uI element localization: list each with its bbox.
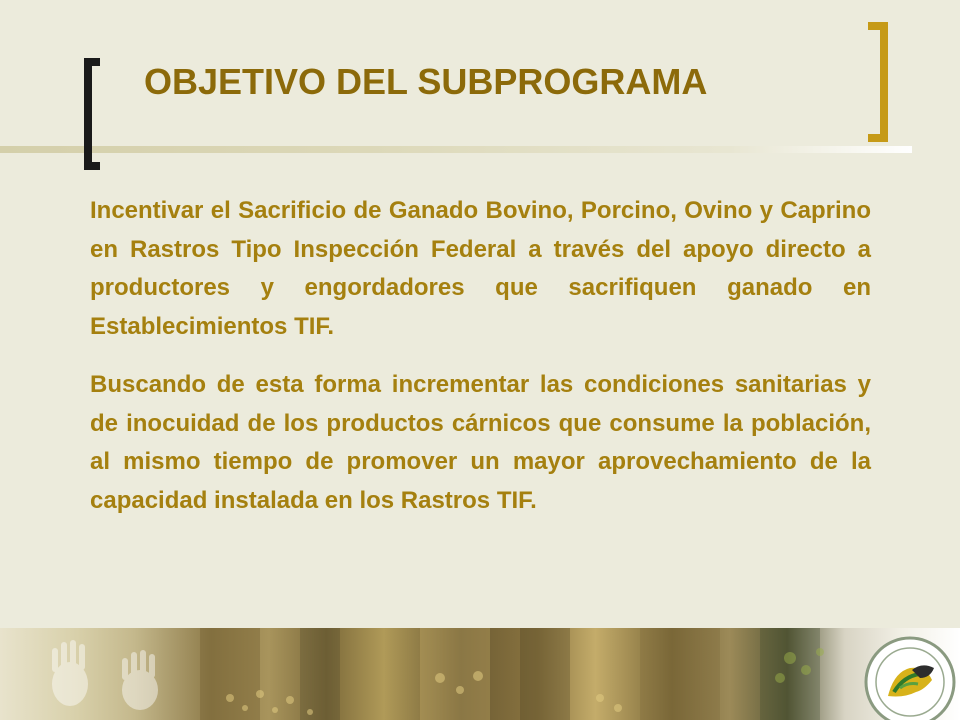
- paragraph-purpose: Buscando de esta forma incrementar las condiciones sanitarias y de inocuidad de los productos cárnicos que consume la población, al mismo tiempo de promover un mayor aprovechamiento de la capacidad instalada en los Rastros TIF.: [90, 371, 871, 514]
- right-bracket-ornament: [868, 22, 888, 142]
- slide-body: [90, 192, 871, 540]
- paragraph-objective: Incentivar el Sacrificio de Ganado Bovino, Porcino, Ovino y Caprino en Rastros Tipo Inspección Federal a través del apoyo directo a productores y engordadores que sacrifiquen ganado en Establecimientos TIF.: [90, 197, 871, 340]
- left-bracket-ornament: [84, 58, 100, 170]
- handprints-icon: [30, 634, 200, 718]
- header-divider: [0, 146, 912, 153]
- senasica-seal-icon: [860, 632, 956, 720]
- footer-photo-band: [0, 628, 960, 720]
- slide-title: OBJETIVO DEL SUBPROGRAMA: [144, 61, 708, 102]
